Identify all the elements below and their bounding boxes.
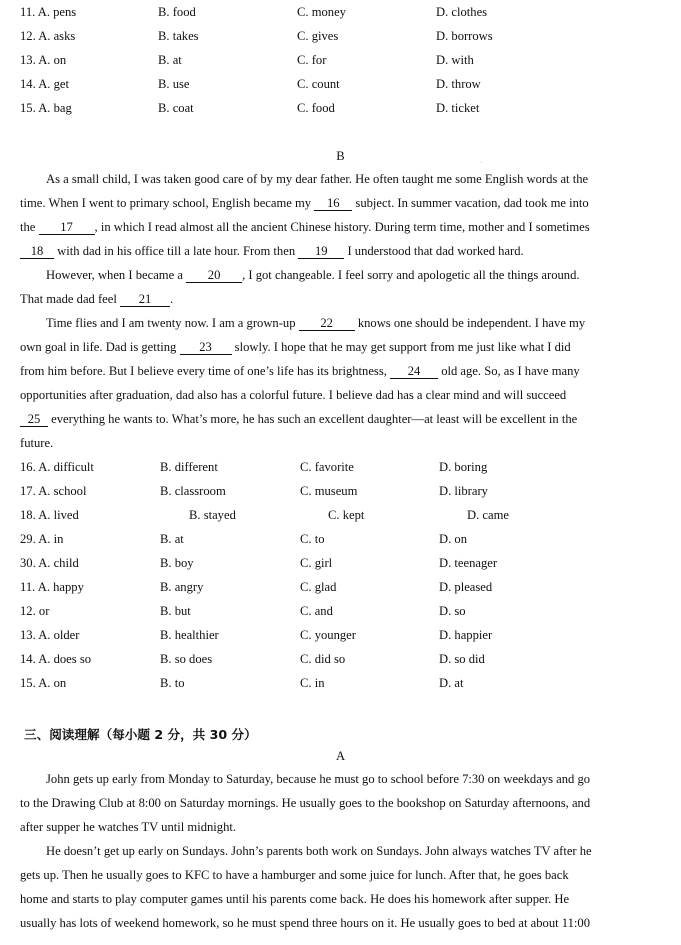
passage-line: future. <box>20 436 54 450</box>
option-row <box>0 556 681 576</box>
option-a: 15. A. bag <box>20 101 72 115</box>
blank-23: 23 <box>180 341 232 355</box>
option-d: D. library <box>439 484 488 498</box>
option-d: D. with <box>436 53 474 67</box>
passage-line: Time flies and I am twenty now. I am a grown-up 22 knows one should be independent. I have my <box>46 316 586 330</box>
passage-line: to the Drawing Club at 8:00 on Saturday mornings. He usually goes to the bookshop on Saturday afternoons, and <box>20 796 591 810</box>
passage-line: from him before. But I believe every time of one’s life has its brightness, 24 old age. So, as I have many <box>20 364 580 378</box>
option-c: C. museum <box>300 484 358 498</box>
option-b: B. use <box>158 77 190 91</box>
option-d: D. so did <box>439 652 485 666</box>
option-row <box>0 628 681 648</box>
option-row <box>0 77 681 97</box>
option-d: D. so <box>439 604 466 618</box>
passage-line: home and starts to play computer games until his parents come back. He does his homework after supper. He <box>20 892 570 906</box>
blank-25: 25 <box>20 413 48 427</box>
option-row <box>0 460 681 480</box>
option-row <box>0 532 681 552</box>
blank-19: 19 <box>298 245 344 259</box>
speck: · <box>480 160 482 166</box>
option-c: C. money <box>297 5 346 19</box>
option-d: D. borrows <box>436 29 493 43</box>
option-b: B. coat <box>158 101 194 115</box>
passage-line: As a small child, I was taken good care of by my dear father. He often taught me some English words at the <box>46 172 589 186</box>
option-b: B. takes <box>158 29 199 43</box>
option-b: B. but <box>160 604 191 618</box>
option-d: D. teenager <box>439 556 498 570</box>
option-row <box>0 101 681 121</box>
option-a: 18. A. lived <box>20 508 79 522</box>
option-c: C. count <box>297 77 340 91</box>
passage-line: That made dad feel 21 . <box>20 292 174 306</box>
passage-line: after supper he watches TV until midnight. <box>20 820 237 834</box>
option-a: 12. or <box>20 604 50 618</box>
option-a: 11. A. pens <box>20 5 77 19</box>
passage-heading: A <box>335 749 346 763</box>
option-row <box>0 484 681 504</box>
option-b: B. food <box>158 5 196 19</box>
option-d: D. came <box>467 508 509 522</box>
passage-line: usually has lots of weekend homework, so he must spend three hours on it. He usually goes to bed at about 11:00 <box>20 916 591 930</box>
blank-21: 21 <box>120 293 170 307</box>
option-c: C. younger <box>300 628 356 642</box>
option-a: 14. A. does so <box>20 652 92 666</box>
passage-line: John gets up early from Monday to Saturday, because he must go to school before 7:30 on weekdays and go <box>46 772 591 786</box>
option-d: D. boring <box>439 460 488 474</box>
option-a: 14. A. get <box>20 77 69 91</box>
passage-line: 25 everything he wants to. What’s more, he has such an excellent daughter—at least will be excellent in the <box>20 412 577 427</box>
option-a: 17. A. school <box>20 484 87 498</box>
passage-line: He doesn’t get up early on Sundays. John’s parents both work on Sundays. John always watches TV after he <box>46 844 592 858</box>
blank-17: 17 <box>39 221 95 235</box>
option-b: B. classroom <box>160 484 226 498</box>
passage-line: 18 with dad in his office till a late hour. From then 19 I understood that dad worked hard. <box>20 244 524 259</box>
passage-line: opportunities after graduation, dad also has a colorful future. I believe dad has a clear mind and will succeed <box>20 388 567 402</box>
option-c: C. girl <box>300 556 333 570</box>
passage-line: However, when I became a 20 , I got changeable. I feel sorry and apologetic all the things around. <box>46 268 580 282</box>
option-row <box>0 508 681 528</box>
option-a: 13. A. older <box>20 628 80 642</box>
option-row <box>0 580 681 600</box>
option-b: B. so does <box>160 652 213 666</box>
option-a: 15. A. on <box>20 676 67 690</box>
option-c: C. and <box>300 604 333 618</box>
blank-22: 22 <box>299 317 355 331</box>
option-row <box>0 53 681 73</box>
option-row <box>0 29 681 49</box>
blank-18: 18 <box>20 245 54 259</box>
option-b: B. different <box>160 460 218 474</box>
option-d: D. ticket <box>436 101 480 115</box>
option-a: 30. A. child <box>20 556 79 570</box>
option-c: C. to <box>300 532 325 546</box>
option-c: C. in <box>300 676 325 690</box>
option-b: B. at <box>160 532 184 546</box>
option-b: B. angry <box>160 580 204 594</box>
option-b: B. to <box>160 676 185 690</box>
option-b: B. boy <box>160 556 194 570</box>
option-c: C. food <box>297 101 335 115</box>
passage-line: gets up. Then he usually goes to KFC to have a hamburger and some juice for lunch. After that, he goes back <box>20 868 569 882</box>
passage-line: own goal in life. Dad is getting 23 slowly. I hope that he may get support from me just like what I did <box>20 340 571 354</box>
option-c: C. favorite <box>300 460 354 474</box>
option-a: 13. A. on <box>20 53 67 67</box>
passage-line: the 17 , in which I read almost all the ancient Chinese history. During term time, mother and I sometimes <box>20 220 590 234</box>
blank-24: 24 <box>390 365 438 379</box>
option-a: 11. A. happy <box>20 580 84 594</box>
option-row <box>0 604 681 624</box>
option-c: C. kept <box>328 508 365 522</box>
blank-20: 20 <box>186 269 242 283</box>
option-b: B. stayed <box>189 508 236 522</box>
option-row <box>0 652 681 672</box>
option-c: C. for <box>297 53 327 67</box>
passage-line: time. When I went to primary school, English became my 16 subject. In summer vacation, dad took me into <box>20 196 589 210</box>
passage-heading: B <box>336 149 345 163</box>
option-d: D. on <box>439 532 467 546</box>
section-title: 三、阅读理解（每小题 2 分，共 30 分） <box>24 727 257 742</box>
option-row <box>0 676 681 696</box>
option-d: D. happier <box>439 628 493 642</box>
option-c: C. gives <box>297 29 339 43</box>
option-row <box>0 5 681 25</box>
option-c: C. glad <box>300 580 337 594</box>
option-d: D. clothes <box>436 5 488 19</box>
option-d: D. at <box>439 676 464 690</box>
option-c: C. did so <box>300 652 346 666</box>
option-b: B. at <box>158 53 182 67</box>
blank-16: 16 <box>314 197 352 211</box>
option-a: 29. A. in <box>20 532 64 546</box>
option-b: B. healthier <box>160 628 219 642</box>
option-d: D. pleased <box>439 580 493 594</box>
option-a: 16. A. difficult <box>20 460 94 474</box>
option-d: D. throw <box>436 77 481 91</box>
option-a: 12. A. asks <box>20 29 76 43</box>
